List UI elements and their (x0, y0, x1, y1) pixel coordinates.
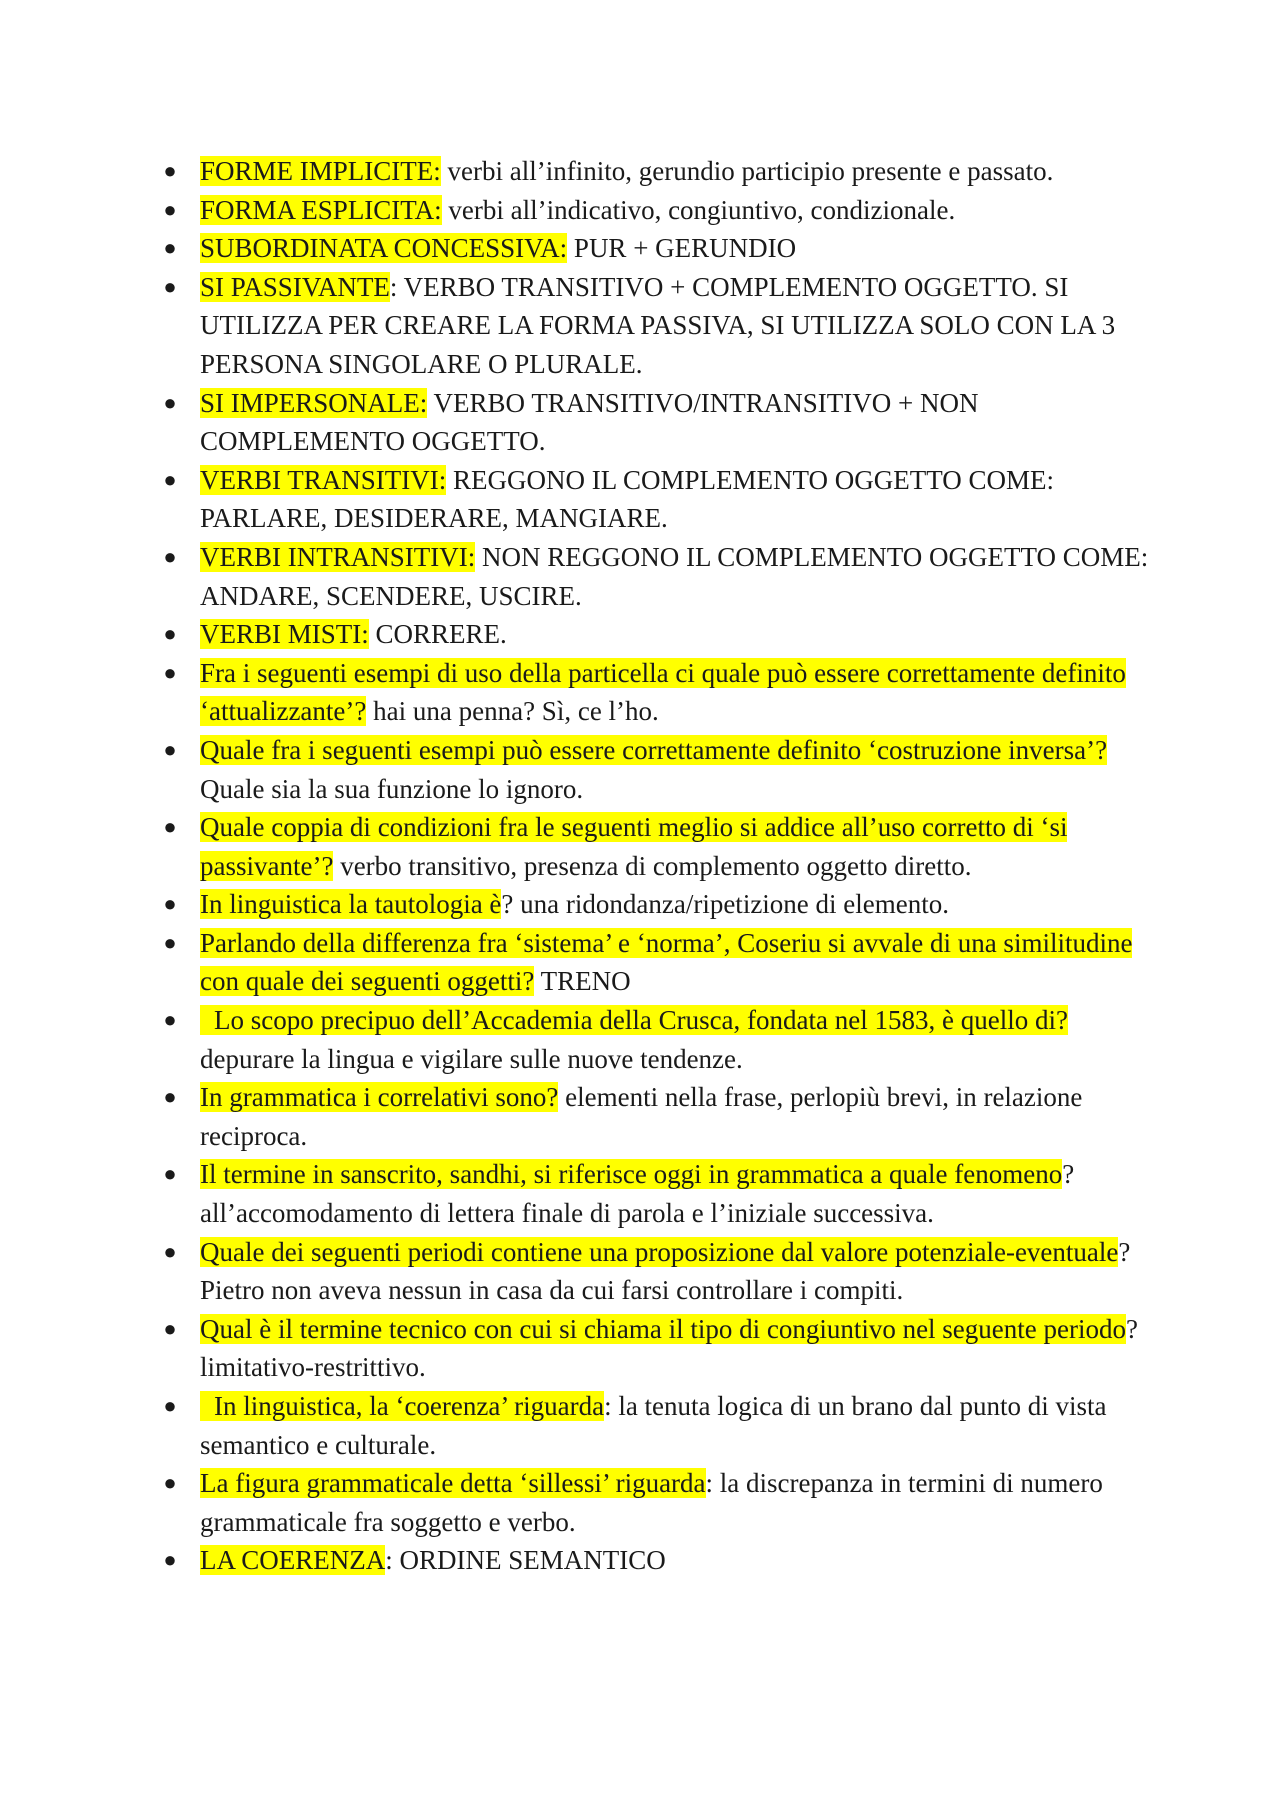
bullet-icon: ● (163, 1238, 177, 1264)
highlighted-term: SUBORDINATA CONCESSIVA: (200, 233, 568, 264)
definition-text: CORRERE. (368, 619, 507, 650)
bullet-icon: ● (163, 1315, 177, 1341)
highlighted-term: SI PASSIVANTE (200, 271, 390, 302)
highlighted-term: In linguistica la tautologia è (200, 889, 502, 920)
definition-text: : VERBO TRANSITIVO + COMPLEMENTO OGGETTO. SI UTILIZZA PER CREARE LA FORMA PASSIVA, SI UTILIZZA SOLO CON LA 3 PERSONA SINGOLARE O PLURALE. (200, 271, 1116, 379)
definition-text: ? limitativo-restrittivo. (200, 1313, 1138, 1383)
highlighted-term: Il termine in sanscrito, sandhi, si riferisce oggi in grammatica a quale fenomeno (200, 1159, 1063, 1190)
highlighted-term: Lo scopo precipuo dell’Accademia della Crusca, fondata nel 1583, è quello di? (200, 1005, 1068, 1035)
bullet-icon: ● (163, 1007, 177, 1033)
definition-text: verbo transitivo, presenza di complemento oggetto diretto. (333, 850, 972, 881)
bullet-icon: ● (163, 235, 177, 261)
bullet-icon: ● (163, 273, 177, 299)
list-item (160, 731, 1160, 808)
highlighted-term: La figura grammaticale detta ‘sillessi’ riguarda (200, 1468, 706, 1499)
bullet-icon: ● (163, 1084, 177, 1110)
bullet-icon: ● (163, 621, 177, 647)
highlighted-term: Parlando della differenza fra ‘sistema’ e ‘norma’, Coseriu si avvale di una similitudine con quale dei seguenti oggetti? (200, 927, 1133, 997)
bullet-icon: ● (163, 196, 177, 222)
definition-text: verbi all’indicativo, congiuntivo, condizionale. (441, 194, 956, 225)
list-item (160, 808, 1160, 885)
bullet-icon: ● (163, 1393, 177, 1418)
list-item (160, 461, 1160, 538)
highlighted-term: SI IMPERSONALE: (200, 387, 428, 418)
highlighted-term: FORME IMPLICITE: (200, 156, 441, 186)
highlighted-term: VERBI TRANSITIVI: (200, 464, 447, 495)
bullet-icon: ● (163, 891, 177, 917)
bullet-icon: ● (163, 466, 177, 492)
highlighted-term: Quale coppia di condizioni fra le seguenti meglio si addice all’uso corretto di ‘si passivante’? (200, 812, 1068, 881)
list-item (160, 1387, 1160, 1464)
list-item (160, 1464, 1160, 1541)
list-item (160, 654, 1160, 731)
highlighted-term: In grammatica i correlativi sono? (200, 1082, 559, 1113)
bullet-icon: ● (163, 1547, 177, 1573)
definition-text: REGGONO IL COMPLEMENTO OGGETTO COME: PARLARE, DESIDERARE, MANGIARE. (200, 464, 1054, 534)
list-item (160, 1310, 1160, 1387)
list-item (160, 1001, 1160, 1078)
list-item (160, 924, 1160, 1001)
highlighted-term: VERBI INTRANSITIVI: (200, 541, 476, 572)
definition-text: NON REGGONO IL COMPLEMENTO OGGETTO COME: ANDARE, SCENDERE, USCIRE. (200, 541, 1149, 611)
bullet-icon: ● (163, 659, 177, 685)
definition-text: : ORDINE SEMANTICO (385, 1545, 666, 1576)
list-item (160, 1541, 1160, 1580)
definition-text: elementi nella frase, perlopiù brevi, in relazione reciproca. (200, 1082, 1083, 1151)
highlighted-term: LA COERENZA (200, 1545, 386, 1576)
list-item (160, 268, 1160, 384)
highlighted-term: Quale dei seguenti periodi contiene una proposizione dal valore potenziale-eventuale (200, 1236, 1119, 1267)
definition-text: ? Pietro non aveva nessun in casa da cui farsi controllare i compiti. (200, 1236, 1131, 1306)
highlighted-term: Fra i seguenti esempi di uso della particella ci quale può essere correttamente definito ‘attualizzante’? (200, 657, 1126, 727)
list-item (160, 1155, 1160, 1232)
bullet-icon: ● (163, 929, 177, 955)
highlighted-term: VERBI MISTI: (200, 619, 369, 650)
bullet-icon: ● (163, 389, 177, 415)
bullet-icon: ● (163, 543, 177, 569)
definition-text: ? una ridondanza/ripetizione di elemento. (501, 889, 949, 920)
definition-text: hai una penna? Sì, ce l’ho. (366, 696, 659, 727)
definition-text: TRENO (534, 966, 631, 997)
definition-text: Quale sia la sua funzione lo ignoro. (200, 773, 584, 804)
definition-text: : la discrepanza in termini di numero grammaticale fra soggetto e verbo. (200, 1468, 1103, 1537)
definition-text: PUR + GERUNDIO (567, 233, 797, 264)
definition-text: VERBO TRANSITIVO/INTRANSITIVO + NON COMPLEMENTO OGGETTO. (200, 387, 979, 457)
bullet-icon: ● (163, 1161, 177, 1187)
definition-text: ? all’accomodamento di lettera finale di parola e l’iniziale successiva. (200, 1159, 1075, 1229)
highlighted-term: In linguistica, la ‘coerenza’ riguarda (200, 1391, 604, 1421)
list-item (160, 1233, 1160, 1310)
highlighted-term: FORMA ESPLICITA: (200, 194, 442, 225)
list-item (160, 538, 1160, 615)
list-item (160, 615, 1160, 654)
highlighted-term: Quale fra i seguenti esempi può essere correttamente definito ‘costruzione inversa’? (200, 734, 1108, 765)
highlighted-term: Qual è il termine tecnico con cui si chiama il tipo di congiuntivo nel seguente periodo (200, 1313, 1126, 1344)
list-item (160, 384, 1160, 461)
list-item (160, 1078, 1160, 1155)
notes-list (160, 152, 1160, 1580)
definition-text: : la tenuta logica di un brano dal punto di vista semantico e culturale. (200, 1391, 1107, 1460)
bullet-icon: ● (163, 736, 177, 762)
bullet-icon: ● (163, 814, 177, 840)
list-item (160, 191, 1160, 230)
bullet-icon: ● (163, 158, 177, 183)
list-item (160, 229, 1160, 268)
bullet-icon: ● (163, 1470, 177, 1496)
list-item (160, 152, 1160, 191)
list-item (160, 885, 1160, 924)
definition-text: verbi all’infinito, gerundio participio presente e passato. (440, 156, 1054, 186)
definition-text: depurare la lingua e vigilare sulle nuove tendenze. (200, 1043, 743, 1074)
